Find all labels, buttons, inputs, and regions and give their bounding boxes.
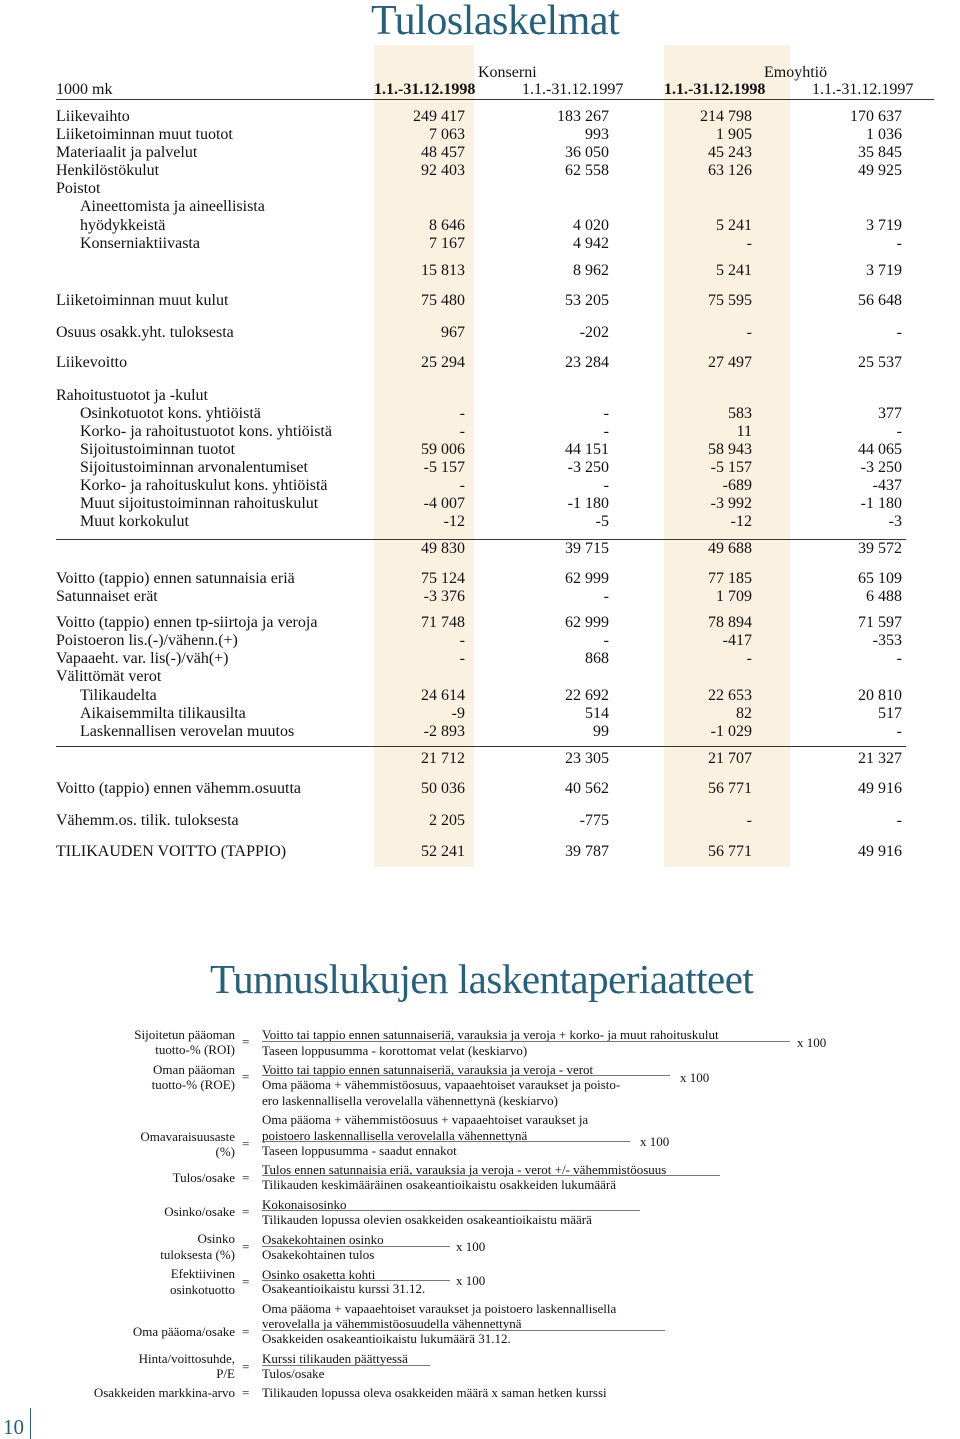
row-label: TILIKAUDEN VOITTO (TAPPIO) bbox=[56, 843, 287, 860]
row-label: Muut sijoitustoiminnan rahoituskulut bbox=[80, 495, 319, 512]
row-value: -1 180 bbox=[567, 495, 609, 512]
row-value: 4 942 bbox=[573, 235, 609, 252]
row-value: -5 157 bbox=[423, 459, 465, 476]
row-value: 40 562 bbox=[565, 780, 609, 797]
row-value: 71 748 bbox=[421, 614, 465, 631]
row-value: 62 999 bbox=[565, 614, 609, 631]
row-value: - bbox=[459, 405, 465, 422]
row-label: Satunnaiset erät bbox=[56, 588, 158, 605]
period-header: 1.1.-31.12.1997 bbox=[812, 81, 914, 98]
row-value: -353 bbox=[872, 632, 902, 649]
row-value: 21 712 bbox=[421, 750, 465, 767]
row-value: - bbox=[896, 812, 902, 829]
row-label: Voitto (tappio) ennen vähemm.osuutta bbox=[56, 780, 301, 797]
row-value: -5 157 bbox=[710, 459, 752, 476]
formula-denominator: Osakekohtainen tulos bbox=[262, 1247, 375, 1262]
formula-name: tuotto-% (ROE) bbox=[151, 1077, 235, 1092]
row-label: Materiaalit ja palvelut bbox=[56, 144, 198, 161]
row-value: - bbox=[459, 650, 465, 667]
formula-numerator: Kokonaisosinko bbox=[262, 1197, 347, 1212]
fraction-bar bbox=[262, 1175, 720, 1176]
row-value: 25 294 bbox=[421, 354, 465, 371]
period-header: 1.1.-31.12.1998 bbox=[664, 81, 766, 98]
row-value: -3 250 bbox=[860, 459, 902, 476]
row-value: 5 241 bbox=[716, 217, 752, 234]
row-label: Korko- ja rahoitustuotot kons. yhtiöistä bbox=[80, 423, 332, 440]
formula-multiplier: x 100 bbox=[640, 1134, 670, 1149]
equals-sign: = bbox=[242, 1274, 250, 1289]
row-value: -417 bbox=[722, 632, 752, 649]
formula-numerator: Voitto tai tappio ennen satunnaiseriä, varauksia ja veroja + korko- ja muut rahoituskulut bbox=[262, 1027, 719, 1042]
formula-name: P/E bbox=[216, 1366, 235, 1381]
formula-denominator: Tilikauden lopussa olevien osakkeiden osakeantioikaistu määrä bbox=[262, 1212, 592, 1227]
period-header: 1.1.-31.12.1998 bbox=[374, 81, 476, 98]
formula-name: Tulos/osake bbox=[172, 1170, 235, 1185]
formula-numerator: Tulos ennen satunnaisia eriä, varauksia ja veroja - verot +/- vähemmistöosuus bbox=[262, 1162, 667, 1177]
formula-name: Sijoitetun pääoman bbox=[134, 1027, 235, 1042]
formula-name: tuloksesta (%) bbox=[160, 1247, 235, 1262]
formula-denominator: Osakkeiden osakeantioikaistu lukumäärä 31.12. bbox=[262, 1331, 511, 1346]
row-value: 56 648 bbox=[858, 292, 902, 309]
row-value: - bbox=[603, 588, 609, 605]
period-header: 1.1.-31.12.1997 bbox=[522, 81, 624, 98]
row-value: - bbox=[603, 477, 609, 494]
formula-name: osinkotuotto bbox=[169, 1282, 235, 1297]
unit-label: 1000 mk bbox=[56, 81, 113, 98]
row-value: - bbox=[603, 405, 609, 422]
row-value: 71 597 bbox=[858, 614, 902, 631]
page-title: Tuloslaskelmat bbox=[371, 0, 620, 44]
fraction-bar bbox=[262, 1041, 790, 1042]
row-value: 59 006 bbox=[421, 441, 465, 458]
formula-numerator: verovelalla ja vähemmistöosuudella vähennettynä bbox=[262, 1316, 522, 1331]
formula-multiplier: x 100 bbox=[797, 1035, 827, 1050]
row-value: 170 637 bbox=[850, 108, 902, 125]
equals-sign: = bbox=[242, 1324, 250, 1339]
row-value: 49 688 bbox=[708, 540, 752, 557]
row-label: Konserniaktiivasta bbox=[80, 235, 200, 252]
row-label: Välittömät verot bbox=[56, 668, 162, 685]
table-rule bbox=[56, 539, 906, 540]
row-value: - bbox=[746, 324, 752, 341]
fraction-bar bbox=[262, 1210, 640, 1211]
equals-sign: = bbox=[242, 1385, 250, 1400]
group-header-emoyhtio: Emoyhtiö bbox=[764, 64, 828, 81]
row-value: 77 185 bbox=[708, 570, 752, 587]
row-value: - bbox=[896, 235, 902, 252]
row-label: Vähemm.os. tilik. tuloksesta bbox=[56, 812, 239, 829]
row-value: 514 bbox=[585, 705, 609, 722]
row-value: 3 719 bbox=[866, 262, 902, 279]
formula-numerator: Osakekohtainen osinko bbox=[262, 1232, 384, 1247]
row-label: Poistoeron lis.(-)/vähenn.(+) bbox=[56, 632, 238, 649]
row-value: 63 126 bbox=[708, 162, 752, 179]
row-value: - bbox=[746, 812, 752, 829]
row-value: - bbox=[603, 632, 609, 649]
row-value: 44 151 bbox=[565, 441, 609, 458]
row-label: Liiketoiminnan muut tuotot bbox=[56, 126, 233, 143]
row-value: 183 267 bbox=[557, 108, 609, 125]
row-label: Poistot bbox=[56, 180, 101, 197]
row-label: hyödykkeistä bbox=[80, 217, 166, 234]
row-value: 249 417 bbox=[413, 108, 465, 125]
row-value: - bbox=[746, 235, 752, 252]
formula-numerator: Oma pääoma + vähemmistöosuus + vapaaehtoiset varaukset ja bbox=[262, 1112, 589, 1127]
row-value: 35 845 bbox=[858, 144, 902, 161]
row-value: 62 999 bbox=[565, 570, 609, 587]
row-value: -689 bbox=[722, 477, 752, 494]
row-value: 44 065 bbox=[858, 441, 902, 458]
row-value: 45 243 bbox=[708, 144, 752, 161]
row-value: 25 537 bbox=[858, 354, 902, 371]
row-value: 8 962 bbox=[573, 262, 609, 279]
row-value: 36 050 bbox=[565, 144, 609, 161]
row-value: 1 709 bbox=[716, 588, 752, 605]
row-label: Aineettomista ja aineellisista bbox=[80, 198, 265, 215]
row-label: Vapaaeht. var. lis(-)/väh(+) bbox=[56, 650, 229, 667]
row-value: - bbox=[896, 650, 902, 667]
row-value: 65 109 bbox=[858, 570, 902, 587]
row-value: 50 036 bbox=[421, 780, 465, 797]
row-value: 56 771 bbox=[708, 843, 752, 860]
row-value: 868 bbox=[585, 650, 609, 667]
page-number-box bbox=[0, 1408, 31, 1439]
row-value: - bbox=[459, 477, 465, 494]
section-title: Tunnuslukujen laskentaperiaatteet bbox=[210, 956, 754, 1002]
row-value: - bbox=[603, 423, 609, 440]
equals-sign: = bbox=[242, 1204, 250, 1219]
row-value: -775 bbox=[579, 812, 609, 829]
page-number: 10 bbox=[3, 1415, 24, 1439]
row-value: 24 614 bbox=[421, 687, 465, 704]
row-value: 21 327 bbox=[858, 750, 902, 767]
formula-denominator: ero laskennallisella verovelalla vähennettynä (keskiarvo) bbox=[262, 1093, 558, 1108]
row-label: Voitto (tappio) ennen satunnaisia eriä bbox=[56, 570, 295, 587]
row-value: 15 813 bbox=[421, 262, 465, 279]
row-value: 8 646 bbox=[429, 217, 465, 234]
row-value: - bbox=[896, 423, 902, 440]
row-value: -9 bbox=[451, 705, 465, 722]
row-value: -12 bbox=[443, 513, 465, 530]
row-label: Sijoitustoiminnan tuotot bbox=[80, 441, 236, 458]
row-value: 6 488 bbox=[866, 588, 902, 605]
row-value: -3 992 bbox=[710, 495, 752, 512]
row-value: 517 bbox=[878, 705, 902, 722]
formula-multiplier: x 100 bbox=[456, 1239, 486, 1254]
row-value: -437 bbox=[872, 477, 902, 494]
row-value: - bbox=[459, 423, 465, 440]
row-value: - bbox=[896, 723, 902, 740]
row-value: - bbox=[746, 650, 752, 667]
row-value: 23 284 bbox=[565, 354, 609, 371]
row-value: -3 376 bbox=[423, 588, 465, 605]
row-value: 967 bbox=[441, 324, 465, 341]
row-label: Sijoitustoiminnan arvonalentumiset bbox=[80, 459, 308, 476]
row-value: 49 916 bbox=[858, 843, 902, 860]
row-value: 99 bbox=[593, 723, 609, 740]
equals-sign: = bbox=[242, 1239, 250, 1254]
row-value: 7 063 bbox=[429, 126, 465, 143]
row-value: 22 653 bbox=[708, 687, 752, 704]
row-value: -2 893 bbox=[423, 723, 465, 740]
formula-name: tuotto-% (ROI) bbox=[155, 1042, 235, 1057]
row-value: 49 925 bbox=[858, 162, 902, 179]
formula-name: Hinta/voittosuhde, bbox=[138, 1351, 235, 1366]
row-value: 27 497 bbox=[708, 354, 752, 371]
formula-name: Osinko/osake bbox=[164, 1204, 235, 1219]
formula-numerator: Voitto tai tappio ennen satunnaiseriä, varauksia ja veroja - verot bbox=[262, 1062, 594, 1077]
row-value: -3 250 bbox=[567, 459, 609, 476]
row-value: -4 007 bbox=[423, 495, 465, 512]
row-value: 1 905 bbox=[716, 126, 752, 143]
row-value: -202 bbox=[579, 324, 609, 341]
formula-numerator: Osinko osaketta kohti bbox=[262, 1267, 376, 1282]
row-label: Tilikaudelta bbox=[80, 687, 157, 704]
equals-sign: = bbox=[242, 1359, 250, 1374]
row-value: 377 bbox=[878, 405, 902, 422]
row-label: Henkilöstökulut bbox=[56, 162, 160, 179]
row-value: 92 403 bbox=[421, 162, 465, 179]
row-value: 21 707 bbox=[708, 750, 752, 767]
equals-sign: = bbox=[242, 1069, 250, 1084]
formula-denominator: Taseen loppusumma - korottomat velat (keskiarvo) bbox=[262, 1043, 528, 1058]
row-value: 23 305 bbox=[565, 750, 609, 767]
formula-denominator: Osakeantioikaistu kurssi 31.12. bbox=[262, 1281, 426, 1296]
equals-sign: = bbox=[242, 1170, 250, 1185]
row-label: Liiketoiminnan muut kulut bbox=[56, 292, 229, 309]
row-value: 56 771 bbox=[708, 780, 752, 797]
row-value: 5 241 bbox=[716, 262, 752, 279]
row-value: 39 715 bbox=[565, 540, 609, 557]
row-value: 39 572 bbox=[858, 540, 902, 557]
row-value: 4 020 bbox=[573, 217, 609, 234]
fraction-bar bbox=[262, 1141, 630, 1142]
header-rule bbox=[56, 99, 934, 100]
group-header-konserni: Konserni bbox=[478, 64, 537, 81]
row-value: 3 719 bbox=[866, 217, 902, 234]
row-value: 78 894 bbox=[708, 614, 752, 631]
formula-numerator: poistoero laskennallisella verovelalla vähennettynä bbox=[262, 1128, 528, 1143]
row-value: -5 bbox=[595, 513, 609, 530]
row-value: 49 916 bbox=[858, 780, 902, 797]
row-value: 62 558 bbox=[565, 162, 609, 179]
formula-denominator: Tilikauden keskimääräinen osakeantioikaistu osakkeiden lukumäärä bbox=[262, 1177, 617, 1192]
row-value: -12 bbox=[730, 513, 752, 530]
row-value: 53 205 bbox=[565, 292, 609, 309]
row-value: -3 bbox=[888, 513, 902, 530]
formula-name: Oman pääoman bbox=[153, 1062, 235, 1077]
row-label: Liikevoitto bbox=[56, 354, 128, 371]
row-value: 993 bbox=[585, 126, 609, 143]
row-value: 20 810 bbox=[858, 687, 902, 704]
formula-multiplier: x 100 bbox=[456, 1273, 486, 1288]
formula-numerator: Tilikauden lopussa oleva osakkeiden määrä x saman hetken kurssi bbox=[262, 1385, 607, 1400]
row-value: 75 480 bbox=[421, 292, 465, 309]
row-value: 11 bbox=[736, 423, 752, 440]
row-value: - bbox=[896, 324, 902, 341]
formula-name: (%) bbox=[215, 1144, 235, 1159]
row-label: Aikaisemmilta tilikausilta bbox=[80, 705, 246, 722]
formula-name: Efektiivinen bbox=[170, 1266, 235, 1281]
fraction-bar bbox=[262, 1075, 670, 1076]
row-value: 2 205 bbox=[429, 812, 465, 829]
formula-numerator: Oma pääoma + vapaaehtoiset varaukset ja poistoero laskennallisella bbox=[262, 1301, 617, 1316]
formula-name: Osinko bbox=[197, 1231, 235, 1246]
row-value: 82 bbox=[736, 705, 752, 722]
row-value: - bbox=[459, 632, 465, 649]
formula-denominator: Taseen loppusumma - saadut ennakot bbox=[262, 1143, 457, 1158]
formula-denominator: Oma pääoma + vähemmistöosuus, vapaaehtoiset varaukset ja poisto- bbox=[262, 1077, 621, 1092]
equals-sign: = bbox=[242, 1034, 250, 1049]
row-value: 214 798 bbox=[700, 108, 752, 125]
equals-sign: = bbox=[242, 1136, 250, 1151]
row-label: Voitto (tappio) ennen tp-siirtoja ja veroja bbox=[56, 614, 318, 631]
row-value: 49 830 bbox=[421, 540, 465, 557]
row-value: 583 bbox=[728, 405, 752, 422]
row-value: 22 692 bbox=[565, 687, 609, 704]
row-label: Laskennallisen verovelan muutos bbox=[80, 723, 295, 740]
row-value: 1 036 bbox=[866, 126, 902, 143]
formula-numerator: Kurssi tilikauden päättyessä bbox=[262, 1351, 408, 1366]
row-label: Rahoitustuotot ja -kulut bbox=[56, 387, 208, 404]
row-value: 7 167 bbox=[429, 235, 465, 252]
row-label: Osuus osakk.yht. tuloksesta bbox=[56, 324, 234, 341]
formula-name: Oma pääoma/osake bbox=[132, 1324, 235, 1339]
row-value: 48 457 bbox=[421, 144, 465, 161]
row-value: 39 787 bbox=[565, 843, 609, 860]
formula-denominator: Tulos/osake bbox=[262, 1366, 325, 1381]
row-value: 52 241 bbox=[421, 843, 465, 860]
row-label: Muut korkokulut bbox=[80, 513, 189, 530]
row-label: Korko- ja rahoituskulut kons. yhtiöistä bbox=[80, 477, 328, 494]
row-value: -1 180 bbox=[860, 495, 902, 512]
row-label: Liikevaihto bbox=[56, 108, 130, 125]
row-value: 75 595 bbox=[708, 292, 752, 309]
row-label: Osinkotuotot kons. yhtiöistä bbox=[80, 405, 261, 422]
formula-name: Osakkeiden markkina-arvo bbox=[93, 1385, 235, 1400]
table-rule bbox=[56, 746, 906, 747]
formula-name: Omavaraisuusaste bbox=[140, 1129, 235, 1144]
row-value: 75 124 bbox=[421, 570, 465, 587]
row-value: -1 029 bbox=[710, 723, 752, 740]
row-value: 58 943 bbox=[708, 441, 752, 458]
formula-multiplier: x 100 bbox=[680, 1070, 710, 1085]
